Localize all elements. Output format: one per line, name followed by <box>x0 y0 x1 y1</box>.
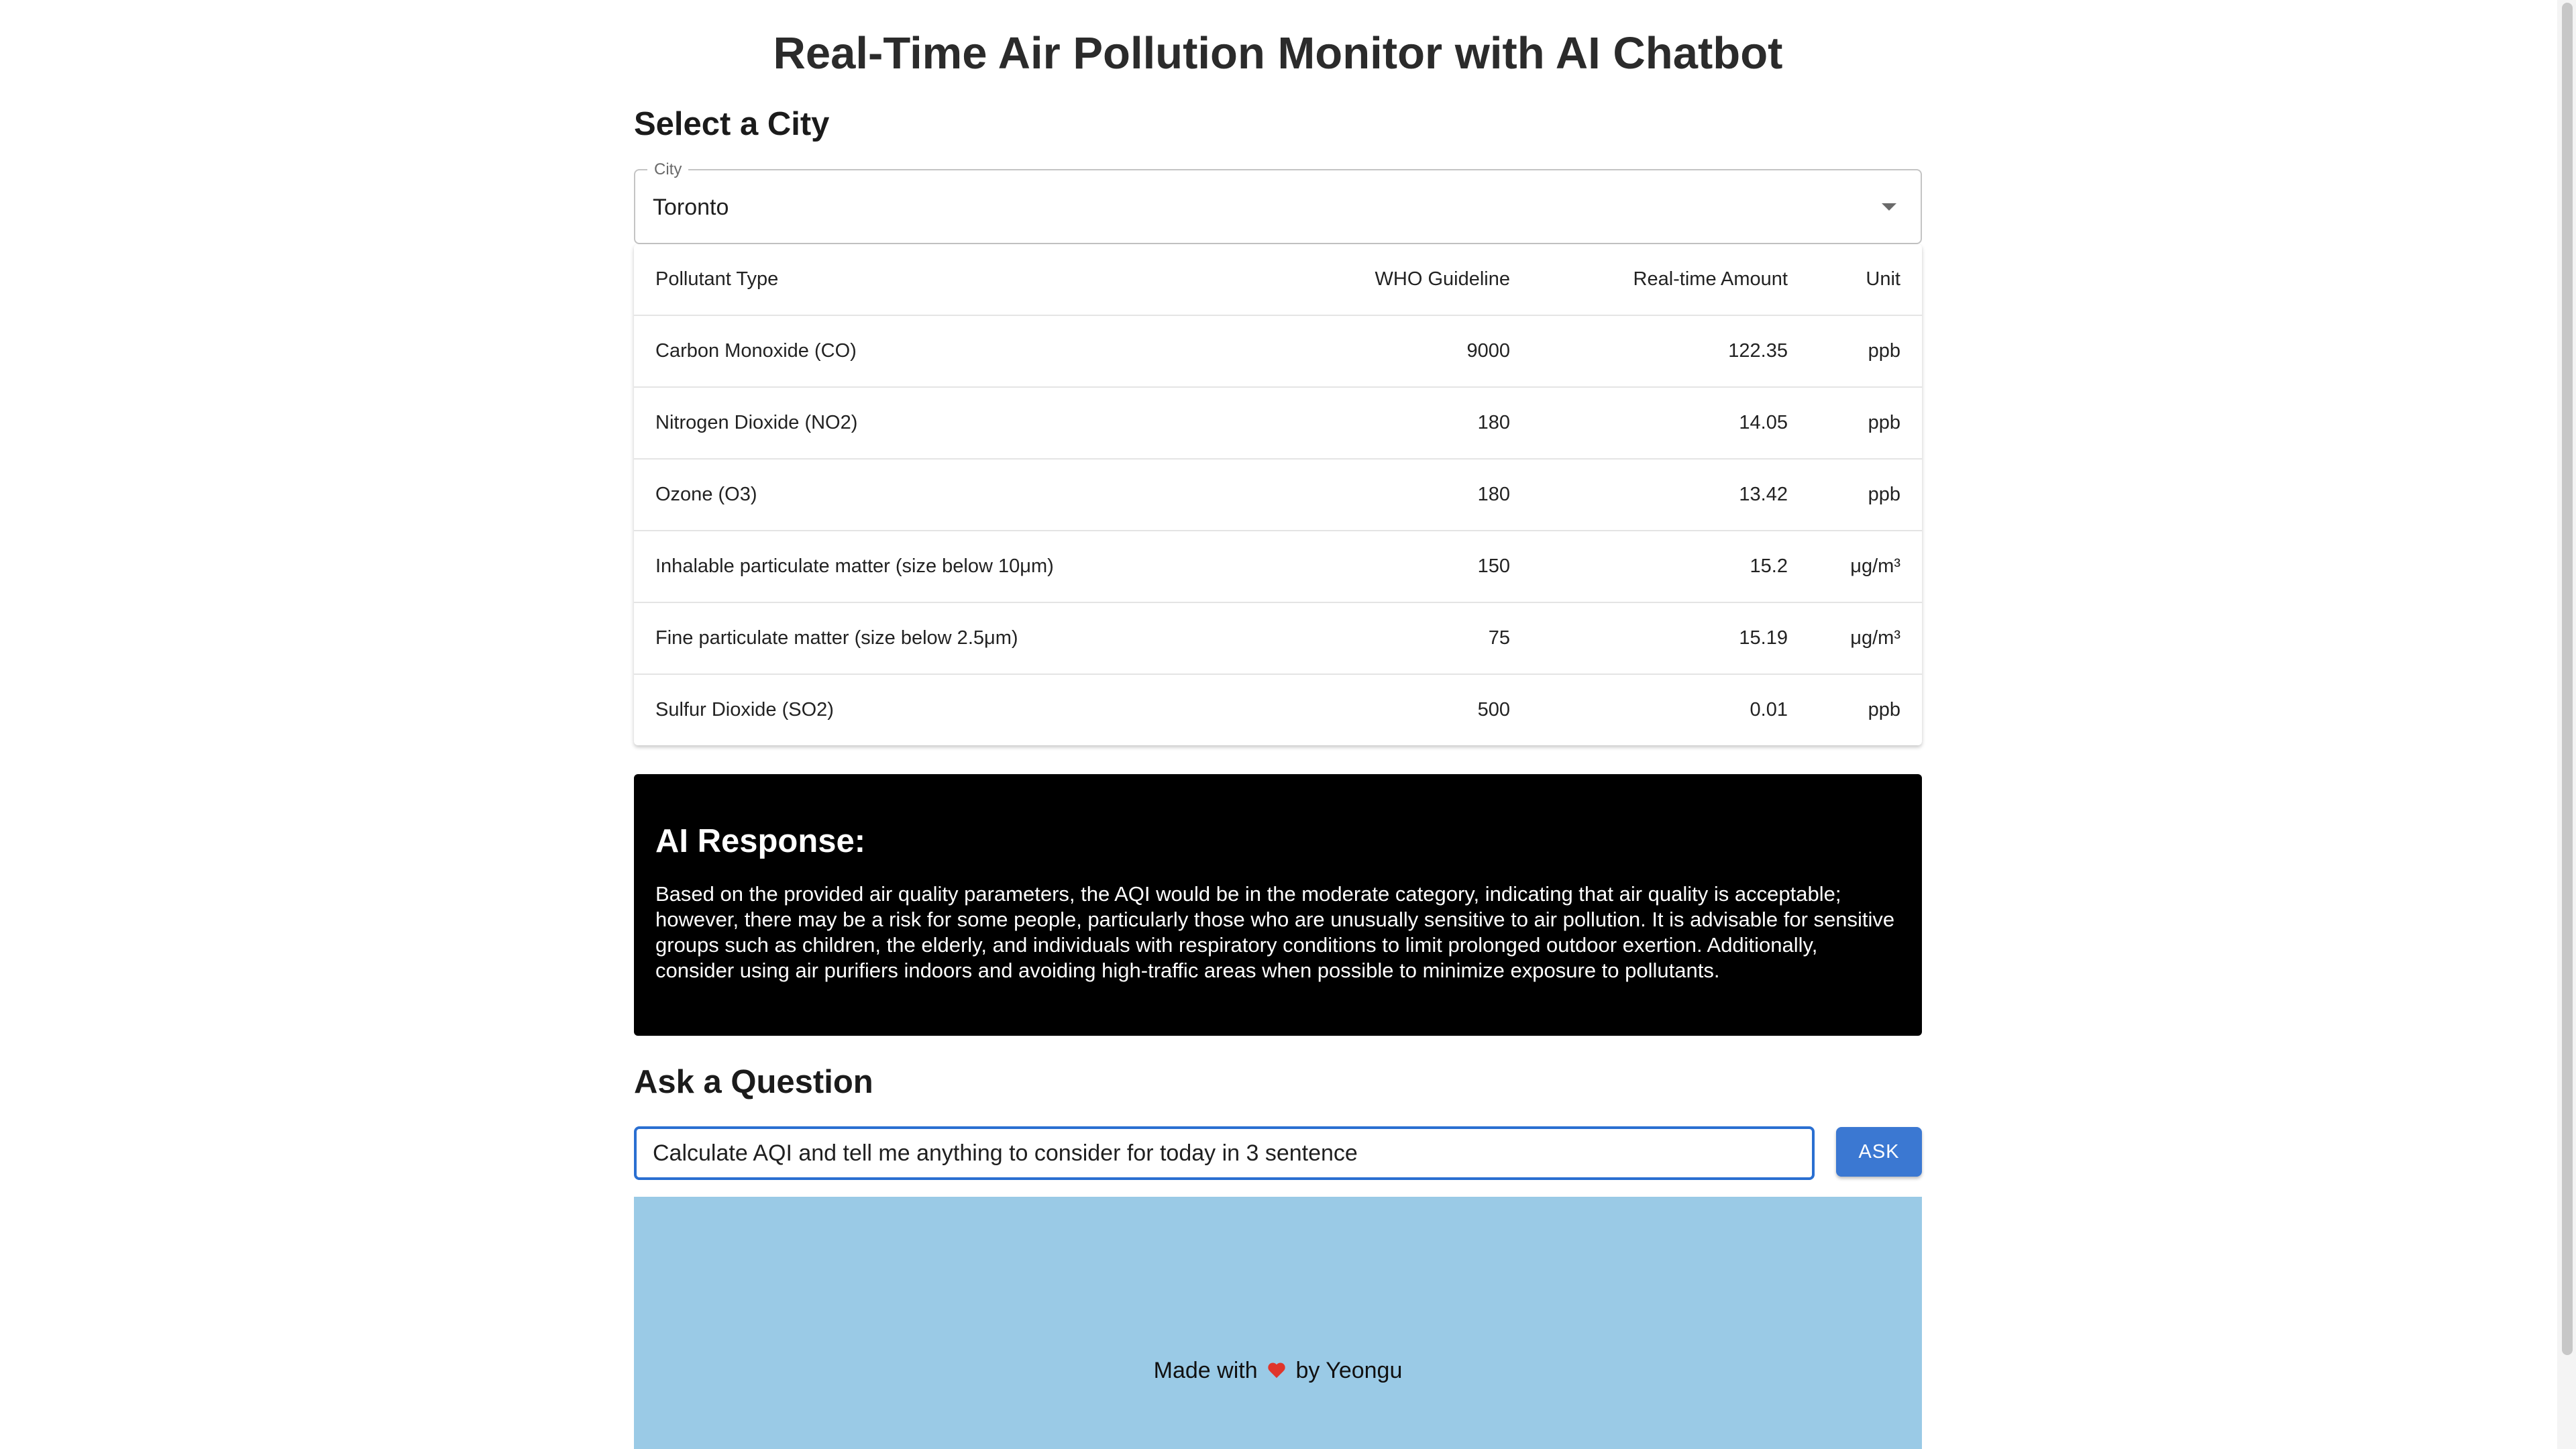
select-city-heading: Select a City <box>634 106 830 142</box>
ask-button[interactable]: ASK <box>1836 1127 1922 1177</box>
chevron-down-icon[interactable] <box>1882 203 1896 211</box>
header-realtime-amount: Real-time Amount <box>1532 244 1809 315</box>
header-unit: Unit <box>1809 244 1922 315</box>
scrollbar-thumb[interactable] <box>2562 3 2573 1355</box>
scrollbar[interactable] <box>2557 0 2576 1449</box>
table-header-row <box>634 244 1922 315</box>
footer-text <box>634 1356 1922 1385</box>
cell-unit: ppb <box>1809 315 1922 387</box>
heart-icon <box>1268 1363 1285 1379</box>
cell-realtime-amount: 15.19 <box>1532 602 1809 674</box>
cell-realtime-amount: 14.05 <box>1532 387 1809 459</box>
cell-unit: ppb <box>1809 459 1922 531</box>
cell-pollutant-type: Carbon Monoxide (CO) <box>634 315 1267 387</box>
city-select-value: Toronto <box>653 195 729 220</box>
cell-who-guideline: 180 <box>1267 459 1532 531</box>
ai-response-text: Based on the provided air quality parameters, the AQI would be in the moderate category, indicating that air quality is acceptable; however, there may be a risk for some people, particularly those who are unusually sensitive to air pollution. It is advisable for sensitive groups such as children, the elderly, and individuals with respiratory conditions to limit prolonged outdoor exertion. Additionally, consider using air purifiers indoors and avoiding high-traffic areas when possible to minimize exposure to pollutants. <box>655 882 1895 982</box>
cell-pollutant-type: Nitrogen Dioxide (NO2) <box>634 387 1267 459</box>
header-who-guideline: WHO Guideline <box>1267 244 1532 315</box>
cell-who-guideline: 180 <box>1267 387 1532 459</box>
cell-unit: μg/m³ <box>1809 602 1922 674</box>
pollutant-table <box>634 244 1922 745</box>
footer-prefix: Made with <box>1153 1358 1258 1383</box>
ai-response-card <box>634 774 1922 1036</box>
footer <box>634 1197 1922 1449</box>
table-row <box>634 531 1922 602</box>
cell-pollutant-type: Ozone (O3) <box>634 459 1267 531</box>
cell-unit: ppb <box>1809 387 1922 459</box>
page-title: Real-Time Air Pollution Monitor with AI Chatbot <box>773 28 1783 78</box>
cell-unit: μg/m³ <box>1809 531 1922 602</box>
table-row <box>634 315 1922 387</box>
cell-unit: ppb <box>1868 699 1900 720</box>
cell-pollutant-type: Fine particulate matter (size below 2.5μm) <box>634 602 1267 674</box>
cell-realtime-amount: 13.42 <box>1532 459 1809 531</box>
city-select[interactable] <box>634 160 1922 244</box>
table-row <box>634 674 1922 745</box>
footer-suffix: by Yeongu <box>1295 1358 1403 1383</box>
question-input[interactable] <box>634 1126 1815 1180</box>
cell-pollutant-type: Inhalable particulate matter (size below 10μm) <box>634 531 1267 602</box>
cell-realtime-amount: 15.2 <box>1532 531 1809 602</box>
cell-who-guideline: 9000 <box>1267 315 1532 387</box>
table-row <box>634 602 1922 674</box>
ask-question-heading: Ask a Question <box>634 1064 873 1100</box>
cell-who-guideline: 150 <box>1267 531 1532 602</box>
cell-realtime-amount: 0.01 <box>1750 699 1788 720</box>
cell-who-guideline: 500 <box>1477 699 1510 720</box>
header-pollutant-type: Pollutant Type <box>634 244 1267 315</box>
cell-who-guideline: 75 <box>1267 602 1532 674</box>
table-row <box>634 387 1922 459</box>
city-field-label: City <box>647 160 688 180</box>
cell-pollutant-type: Sulfur Dioxide (SO2) <box>655 699 834 720</box>
ai-response-heading: AI Response: <box>655 823 866 859</box>
cell-realtime-amount: 122.35 <box>1532 315 1809 387</box>
table-row <box>634 459 1922 531</box>
